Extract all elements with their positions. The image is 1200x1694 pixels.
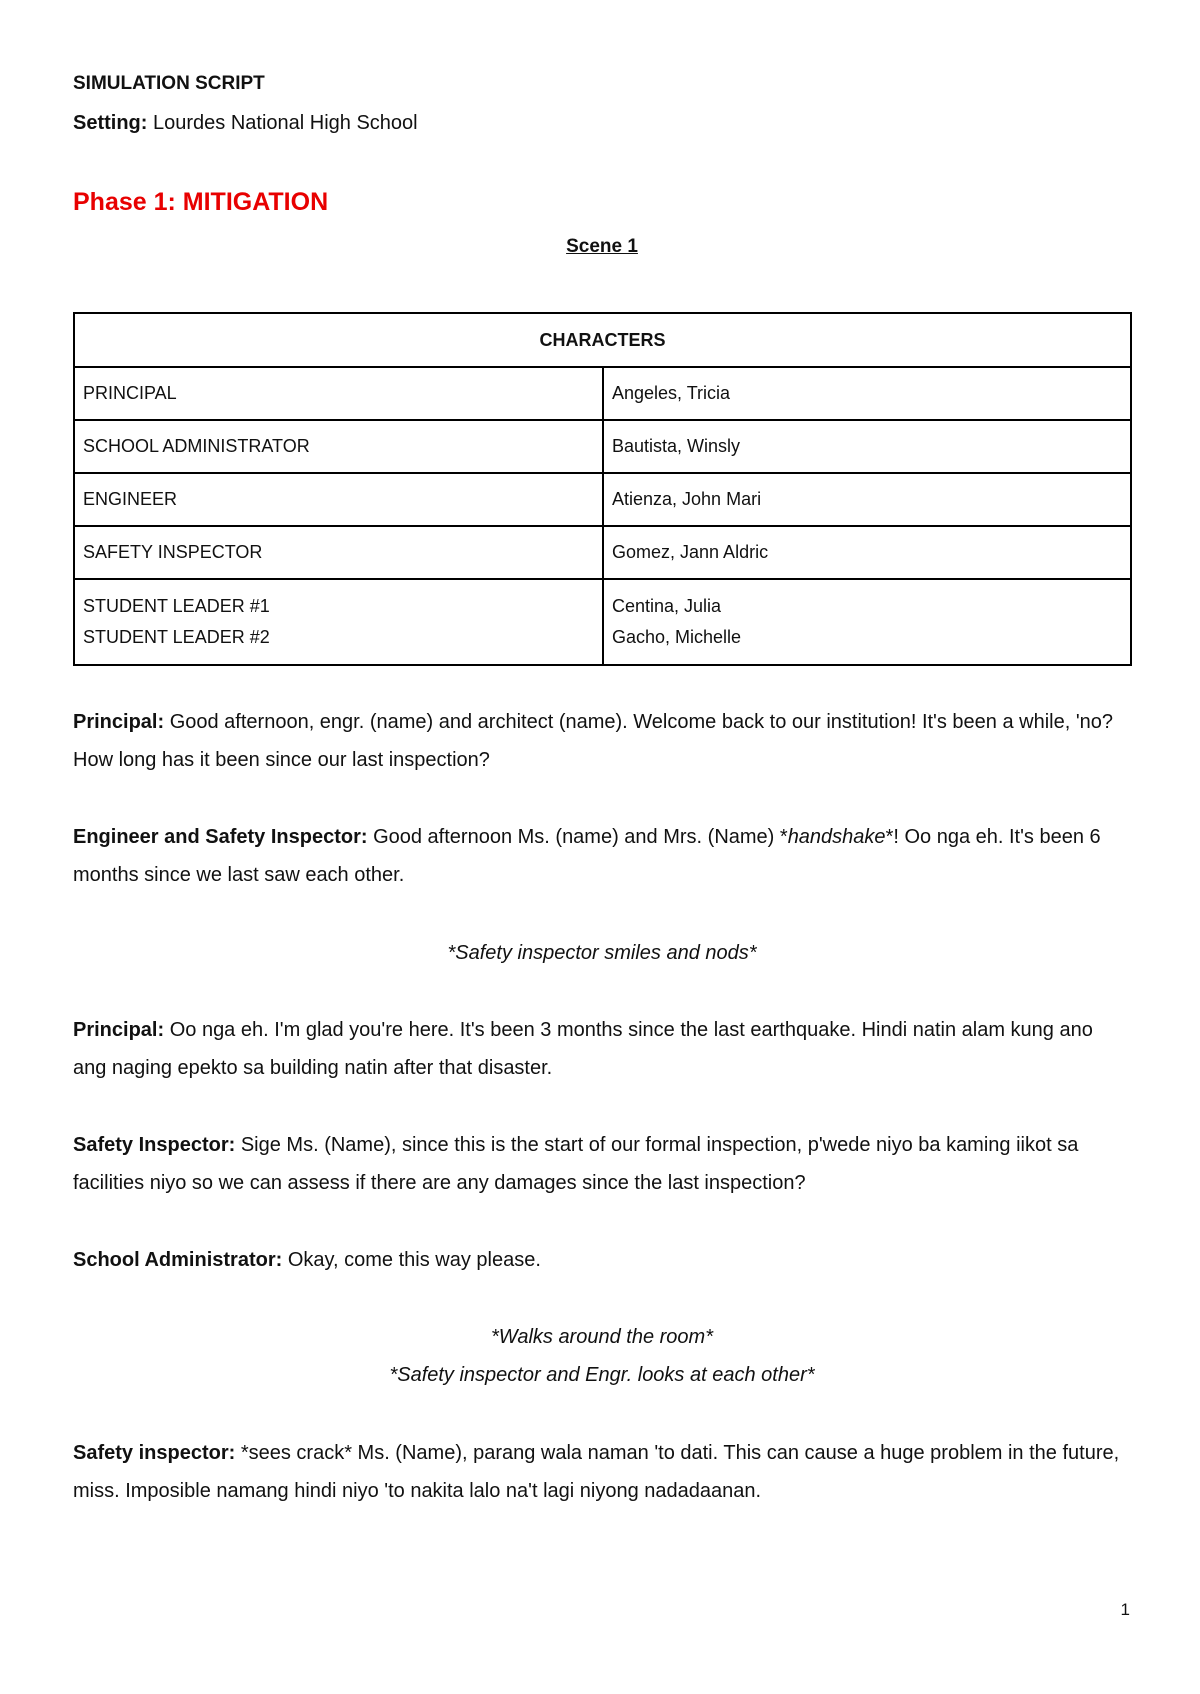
speaker: Principal: — [73, 711, 165, 733]
table-row — [74, 420, 1131, 473]
actor-line: Centina, Julia — [612, 596, 722, 616]
dialogue-line — [73, 818, 1131, 894]
setting-value: Lourdes National High School — [153, 112, 418, 134]
actor-line: Gacho, Michelle — [612, 627, 742, 647]
phase-title: Phase 1: MITIGATION — [73, 188, 329, 216]
line-text-italic: handshake — [787, 826, 886, 848]
table-row — [74, 526, 1131, 579]
characters-table-header-row — [74, 313, 1131, 367]
role-line: STUDENT LEADER #2 — [83, 627, 270, 647]
line-text: Okay, come this way please. — [287, 1249, 541, 1271]
document-title: SIMULATION SCRIPT — [73, 73, 265, 94]
table-row — [74, 367, 1131, 420]
dialogue-line — [73, 1126, 1131, 1202]
line-text: Good afternoon, engr. (name) and architect (name). Welcome back to our institution! It's been a while, 'no? How long has it been since our last inspection? — [73, 711, 1114, 771]
role-cell: ENGINEER — [74, 473, 603, 526]
speaker: Principal: — [73, 1019, 165, 1041]
dialogue-line — [73, 1241, 1131, 1279]
stage-direction: *Safety inspector and Engr. looks at each other* — [389, 1364, 815, 1386]
line-text: *sees crack* Ms. (Name), parang wala naman 'to dati. This can cause a huge problem in the future, miss. Imposible namang hindi niyo 'to nakita lalo na't lagi niyong nadadaanan. — [73, 1442, 1120, 1502]
role-cell: SAFETY INSPECTOR — [74, 526, 603, 579]
line-text: Oo nga eh. I'm glad you're here. It's been 3 months since the last earthquake. Hindi natin alam kung ano ang naging epekto sa building natin after that disaster. — [73, 1019, 1093, 1079]
speaker: Safety Inspector: — [73, 1134, 236, 1156]
speaker: School Administrator: — [73, 1249, 283, 1271]
page-number: 1 — [1120, 1600, 1130, 1619]
role-line: STUDENT LEADER #1 — [83, 596, 270, 616]
speaker: Engineer and Safety Inspector: — [73, 826, 368, 848]
table-row — [74, 473, 1131, 526]
stage-direction: *Safety inspector smiles and nods* — [447, 942, 757, 964]
dialogue-line — [73, 1011, 1131, 1087]
actor-cell: Gomez, Jann Aldric — [603, 526, 1131, 579]
role-cell: SCHOOL ADMINISTRATOR — [74, 420, 603, 473]
line-text: Sige Ms. (Name), since this is the start of our formal inspection, p'wede niyo ba kaming iikot sa facilities niyo so we can assess if there are any damages since the last inspection? — [73, 1134, 1079, 1194]
stage-direction: *Walks around the room* — [491, 1326, 713, 1348]
setting-line — [73, 112, 418, 135]
actor-cell: Bautista, Winsly — [603, 420, 1131, 473]
table-row — [74, 579, 1131, 665]
line-text: *! Oo nga eh. It's been 6 months since we last saw each other. — [73, 826, 1101, 886]
scene-title: Scene 1 — [566, 236, 638, 257]
actor-cell: Angeles, Tricia — [603, 367, 1131, 420]
line-text: Good afternoon Ms. (name) and Mrs. (Name) * — [373, 826, 788, 848]
role-cell: PRINCIPAL — [74, 367, 603, 420]
role-cell — [74, 579, 603, 665]
characters-table-header: CHARACTERS — [74, 313, 1131, 367]
dialogue-line — [73, 1434, 1131, 1510]
actor-cell: Atienza, John Mari — [603, 473, 1131, 526]
setting-label: Setting: — [73, 112, 148, 134]
actor-cell — [603, 579, 1131, 665]
speaker: Safety inspector: — [73, 1442, 236, 1464]
characters-table — [73, 312, 1132, 666]
dialogue-line — [73, 703, 1131, 779]
